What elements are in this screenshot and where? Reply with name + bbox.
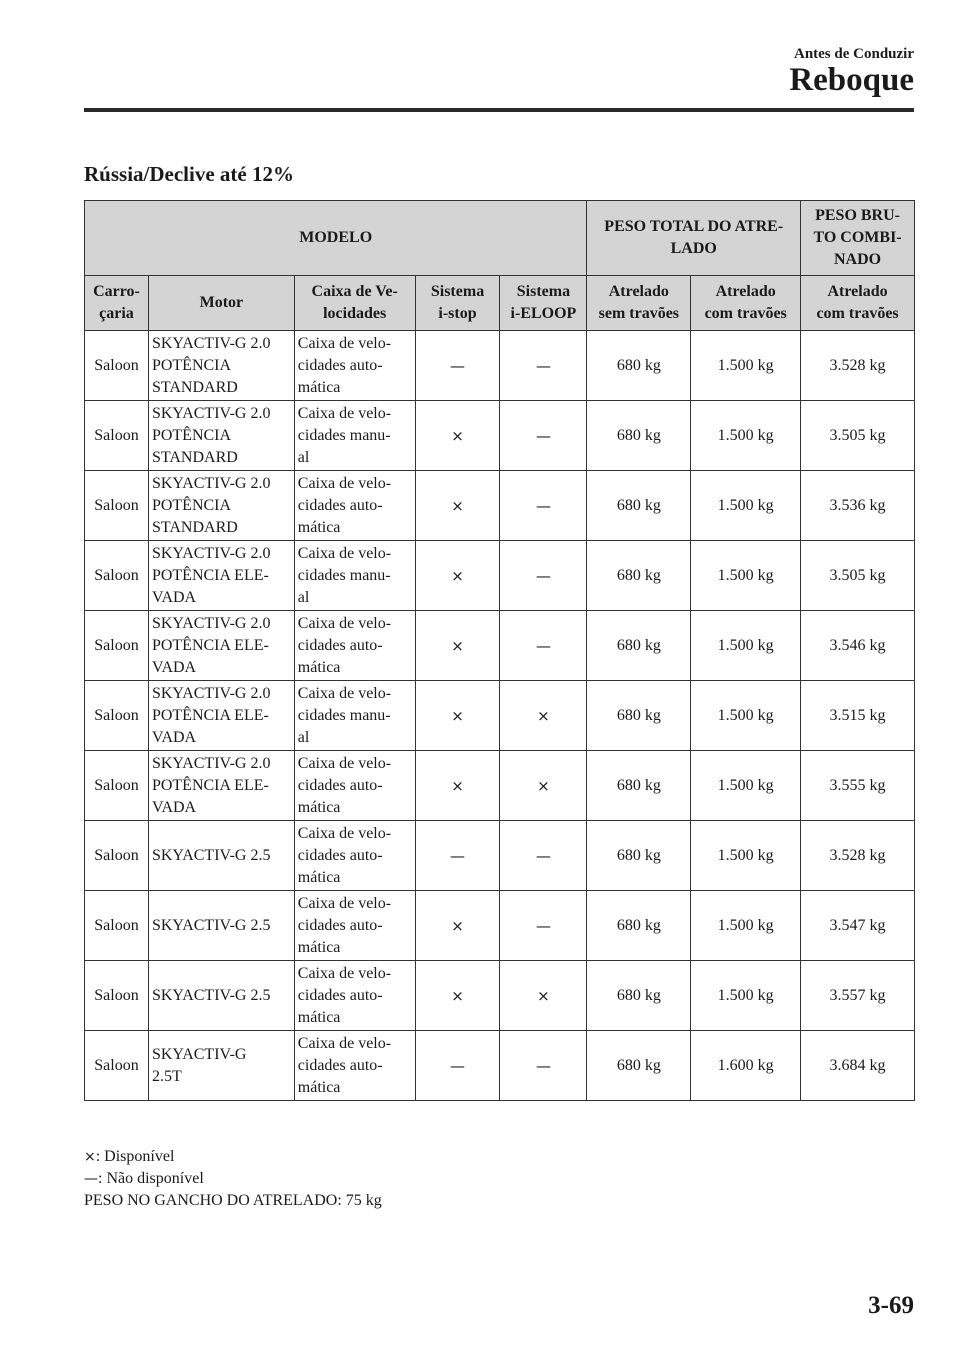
legend-symbol: × [84,1149,96,1165]
table-legend [84,1146,382,1212]
cell-com-travoes: 1.500 kg [691,751,801,821]
cell-com-travoes: 1.500 kg [691,401,801,471]
cell-carrocaria: Saloon [85,751,149,821]
cell-istop: × [415,611,500,681]
cell-carrocaria: Saloon [85,541,149,611]
table-row [85,891,915,961]
cell-carrocaria: Saloon [85,961,149,1031]
cell-istop: × [415,891,500,961]
table-row [85,681,915,751]
col-ieloop: Sistema i-ELOOP [500,276,587,331]
cell-motor: SKYACTIV-G 2.5 [148,821,294,891]
cell-sem-travoes: 680 kg [587,961,691,1031]
cell-motor: SKYACTIV-G 2.0 POTÊNCIA STANDARD [148,331,294,401]
cell-combinado: 3.555 kg [801,751,915,821]
header-modelo: MODELO [85,201,587,276]
cell-caixa: Caixa de velo- cidades auto- mática [294,961,415,1031]
cell-ieloop: — [500,1031,587,1101]
table-row [85,751,915,821]
section-heading: Rússia/Declive até 12% [84,162,294,186]
cell-com-travoes: 1.600 kg [691,1031,801,1101]
cell-ieloop: — [500,401,587,471]
table-row [85,961,915,1031]
cell-motor: SKYACTIV-G 2.0 POTÊNCIA STANDARD [148,471,294,541]
cell-com-travoes: 1.500 kg [691,961,801,1031]
header-peso-total: PESO TOTAL DO ATRE- LADO [587,201,801,276]
cell-caixa: Caixa de velo- cidades auto- mática [294,891,415,961]
cell-ieloop: × [500,961,587,1031]
cell-com-travoes: 1.500 kg [691,891,801,961]
cell-caixa: Caixa de velo- cidades auto- mática [294,331,415,401]
cell-caixa: Caixa de velo- cidades auto- mática [294,1031,415,1101]
col-carrocaria: Carro- çaria [85,276,149,331]
cell-motor: SKYACTIV-G 2.5 [148,961,294,1031]
cell-istop: — [415,821,500,891]
cell-sem-travoes: 680 kg [587,681,691,751]
cell-caixa: Caixa de velo- cidades manu- al [294,541,415,611]
legend-not-available [84,1168,382,1190]
towing-spec-table [84,200,915,1101]
legend-available [84,1146,382,1168]
cell-istop: × [415,751,500,821]
cell-carrocaria: Saloon [85,331,149,401]
cell-carrocaria: Saloon [85,611,149,681]
table-row [85,541,915,611]
cell-combinado: 3.505 kg [801,401,915,471]
cell-carrocaria: Saloon [85,401,149,471]
cell-istop: × [415,471,500,541]
col-com-travoes: Atrelado com travões [691,276,801,331]
table-row [85,1031,915,1101]
cell-ieloop: × [500,751,587,821]
cell-combinado: 3.557 kg [801,961,915,1031]
cell-sem-travoes: 680 kg [587,1031,691,1101]
cell-istop: × [415,541,500,611]
cell-carrocaria: Saloon [85,681,149,751]
running-header-title: Reboque [789,62,914,98]
cell-ieloop: — [500,541,587,611]
legend-symbol: — [84,1171,98,1187]
cell-caixa: Caixa de velo- cidades auto- mática [294,821,415,891]
cell-com-travoes: 1.500 kg [691,611,801,681]
cell-combinado: 3.528 kg [801,821,915,891]
cell-istop: — [415,331,500,401]
cell-ieloop: — [500,471,587,541]
cell-motor: SKYACTIV-G 2.0 POTÊNCIA ELE- VADA [148,541,294,611]
running-header-section: Antes de Conduzir [793,46,914,62]
table-row [85,331,915,401]
cell-combinado: 3.547 kg [801,891,915,961]
cell-motor: SKYACTIV-G 2.0 POTÊNCIA ELE- VADA [148,751,294,821]
cell-caixa: Caixa de velo- cidades auto- mática [294,751,415,821]
table-row [85,821,915,891]
cell-sem-travoes: 680 kg [587,331,691,401]
cell-caixa: Caixa de velo- cidades auto- mática [294,471,415,541]
table-row [85,401,915,471]
cell-motor: SKYACTIV-G 2.5 [148,891,294,961]
cell-sem-travoes: 680 kg [587,751,691,821]
cell-motor: SKYACTIV-G 2.0 POTÊNCIA STANDARD [148,401,294,471]
table-row [85,611,915,681]
cell-combinado: 3.528 kg [801,331,915,401]
legend-text: : Não disponível [98,1170,204,1187]
cell-caixa: Caixa de velo- cidades auto- mática [294,611,415,681]
cell-istop: × [415,401,500,471]
cell-ieloop: — [500,331,587,401]
cell-motor: SKYACTIV-G 2.5T [148,1031,294,1101]
cell-combinado: 3.684 kg [801,1031,915,1101]
table-row [85,471,915,541]
cell-ieloop: — [500,891,587,961]
cell-sem-travoes: 680 kg [587,821,691,891]
cell-istop: × [415,961,500,1031]
cell-caixa: Caixa de velo- cidades manu- al [294,401,415,471]
header-rule [84,108,914,112]
cell-combinado: 3.505 kg [801,541,915,611]
cell-com-travoes: 1.500 kg [691,821,801,891]
cell-caixa: Caixa de velo- cidades manu- al [294,681,415,751]
legend-hitch-weight [84,1190,382,1212]
cell-ieloop: × [500,681,587,751]
legend-text: : Disponível [95,1148,175,1165]
col-istop: Sistema i-stop [415,276,500,331]
cell-sem-travoes: 680 kg [587,541,691,611]
cell-istop: × [415,681,500,751]
cell-motor: SKYACTIV-G 2.0 POTÊNCIA ELE- VADA [148,681,294,751]
cell-carrocaria: Saloon [85,471,149,541]
cell-combinado: 3.515 kg [801,681,915,751]
cell-combinado: 3.546 kg [801,611,915,681]
cell-com-travoes: 1.500 kg [691,471,801,541]
cell-sem-travoes: 680 kg [587,471,691,541]
header-peso-bruto: PESO BRU- TO COMBI- NADO [801,201,915,276]
cell-combinado: 3.536 kg [801,471,915,541]
cell-sem-travoes: 680 kg [587,401,691,471]
cell-ieloop: — [500,611,587,681]
col-combinado: Atrelado com travões [801,276,915,331]
cell-carrocaria: Saloon [85,821,149,891]
cell-com-travoes: 1.500 kg [691,681,801,751]
cell-carrocaria: Saloon [85,1031,149,1101]
page-number: 3-69 [868,1292,914,1319]
cell-sem-travoes: 680 kg [587,891,691,961]
col-caixa: Caixa de Ve- locidades [294,276,415,331]
cell-motor: SKYACTIV-G 2.0 POTÊNCIA ELE- VADA [148,611,294,681]
cell-ieloop: — [500,821,587,891]
col-sem-travoes: Atrelado sem travões [587,276,691,331]
cell-sem-travoes: 680 kg [587,611,691,681]
cell-com-travoes: 1.500 kg [691,331,801,401]
cell-istop: — [415,1031,500,1101]
cell-com-travoes: 1.500 kg [691,541,801,611]
cell-carrocaria: Saloon [85,891,149,961]
col-motor: Motor [148,276,294,331]
legend-text: PESO NO GANCHO DO ATRELADO: 75 kg [84,1192,382,1209]
